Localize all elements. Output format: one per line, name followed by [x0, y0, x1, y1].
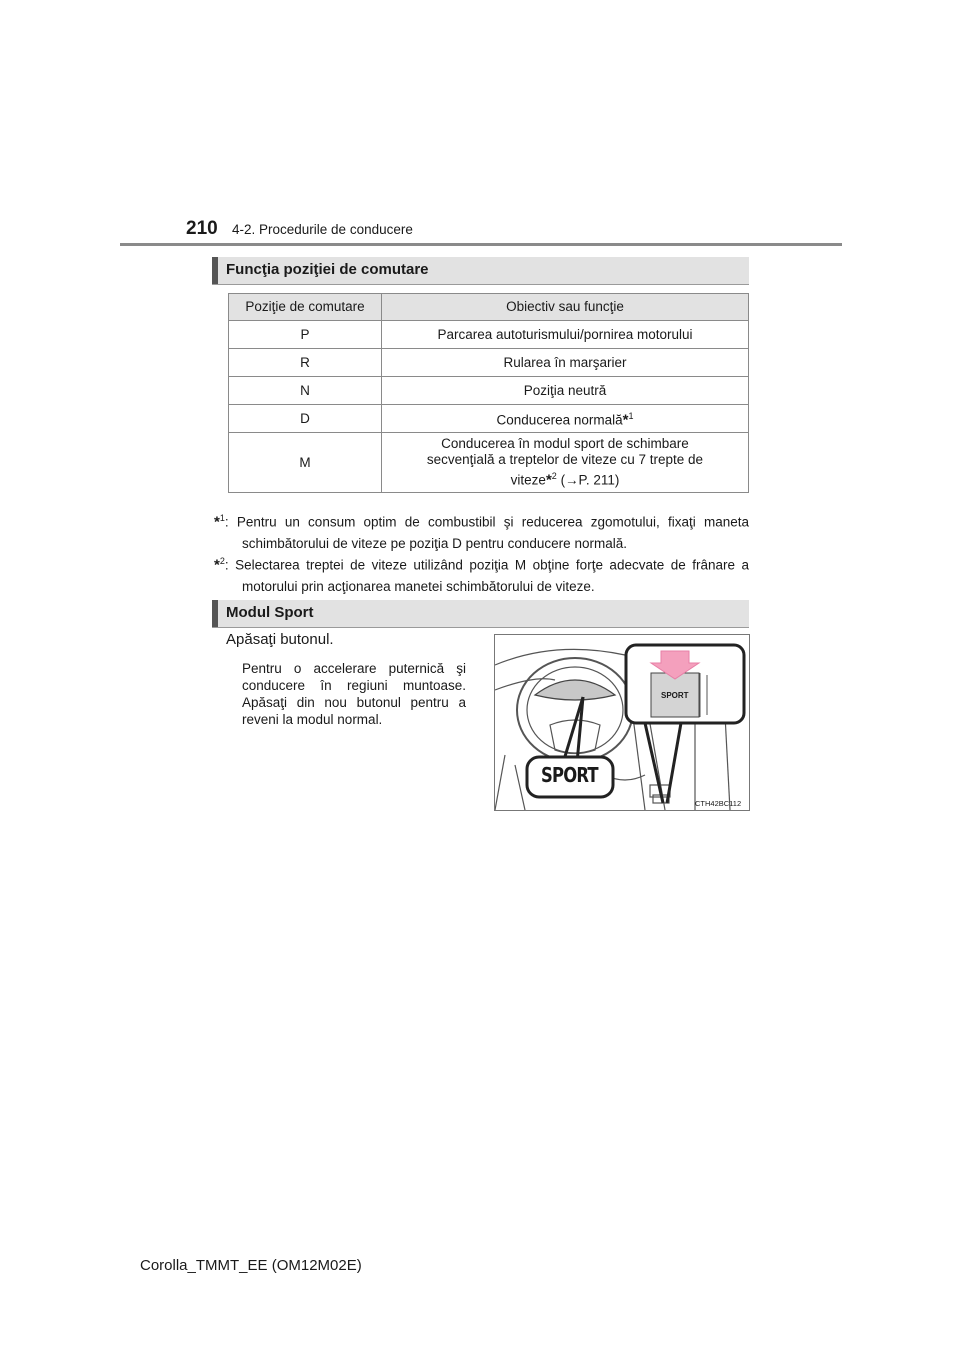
section-accent [212, 600, 218, 627]
table-cell-position: N [229, 377, 382, 405]
function-line: Conducerea în modul sport de schimbare [441, 436, 689, 452]
dashboard-drawing [495, 635, 749, 810]
table-row [229, 377, 749, 405]
instruction-text: Apăsaţi butonul. [226, 631, 334, 648]
sport-button-small-label: SPORT [661, 691, 689, 700]
table-cell-function [382, 433, 749, 493]
section-accent [212, 257, 218, 284]
function-text: Conducerea normală [496, 412, 623, 428]
footnote-number: 1 [219, 513, 225, 523]
sport-button-illustration [494, 634, 750, 811]
footnote-asterisk: * [622, 411, 629, 429]
footnote-text: : Pentru un consum optim de combustibil şi reducerea zgomotului, fixaţi maneta schimbătorului de viteze pe poziţia D pentru conducere normală. [224, 514, 749, 551]
table-row [229, 433, 749, 493]
section-header-sport-mode [212, 600, 749, 628]
footnote-text: : Selectarea treptei de viteze utilizând poziţia M obţine forţe adecvate de frânare a motorului prin acţionarea manetei schimbătorului de viteze. [224, 557, 749, 594]
function-text: viteze [510, 472, 546, 488]
instruction-description: Pentru o accelerare puternică şi conducere în regiuni muntoase. Apăsaţi din nou butonul pentru a reveni la modul normal. [242, 661, 466, 727]
footnote-number: 2 [551, 471, 557, 482]
table-header-function: Obiectiv sau funcţie [382, 294, 749, 321]
table-cell-function: Parcarea autoturismului/pornirea motorului [382, 321, 749, 349]
section-title: Funcţia poziţiei de comutare [226, 261, 429, 278]
section-title: Modul Sport [226, 604, 314, 621]
table-header-position: Poziţie de comutare [229, 294, 382, 321]
figure-code: CTH42BC112 [695, 799, 742, 808]
page-number: 210 [186, 218, 218, 239]
running-header: 4-2. Procedurile de conducere [232, 222, 413, 237]
table-cell-position: P [229, 321, 382, 349]
footnote-asterisk: * [545, 471, 552, 489]
function-line: secvenţială a treptelor de viteze cu 7 trepte de [426, 452, 704, 468]
shift-position-table [228, 293, 749, 493]
footnote-number: 2 [219, 556, 225, 566]
footnote-asterisk: * [214, 513, 220, 531]
footnote-2 [214, 551, 749, 597]
function-line [388, 468, 742, 489]
header-rule [120, 243, 842, 246]
table-cell-function: Poziţia neutră [382, 377, 749, 405]
footnote-1 [214, 508, 749, 554]
footnote-number: 1 [628, 411, 634, 422]
table-header-row [229, 294, 749, 321]
sport-button-large-label: SPORT [541, 763, 598, 787]
table-cell-function: Rularea în marşarier [382, 349, 749, 377]
table-row [229, 405, 749, 433]
section-header-shift-function [212, 257, 749, 285]
table-cell-position: R [229, 349, 382, 377]
table-cell-function [382, 405, 749, 433]
page-reference: (→P. 211) [560, 472, 620, 488]
table-row [229, 349, 749, 377]
table-cell-position: D [229, 405, 382, 433]
footer-text: Corolla_TMMT_EE (OM12M02E) [140, 1257, 362, 1274]
footnote-asterisk: * [214, 556, 220, 574]
table-row [229, 321, 749, 349]
table-cell-position: M [229, 433, 382, 493]
